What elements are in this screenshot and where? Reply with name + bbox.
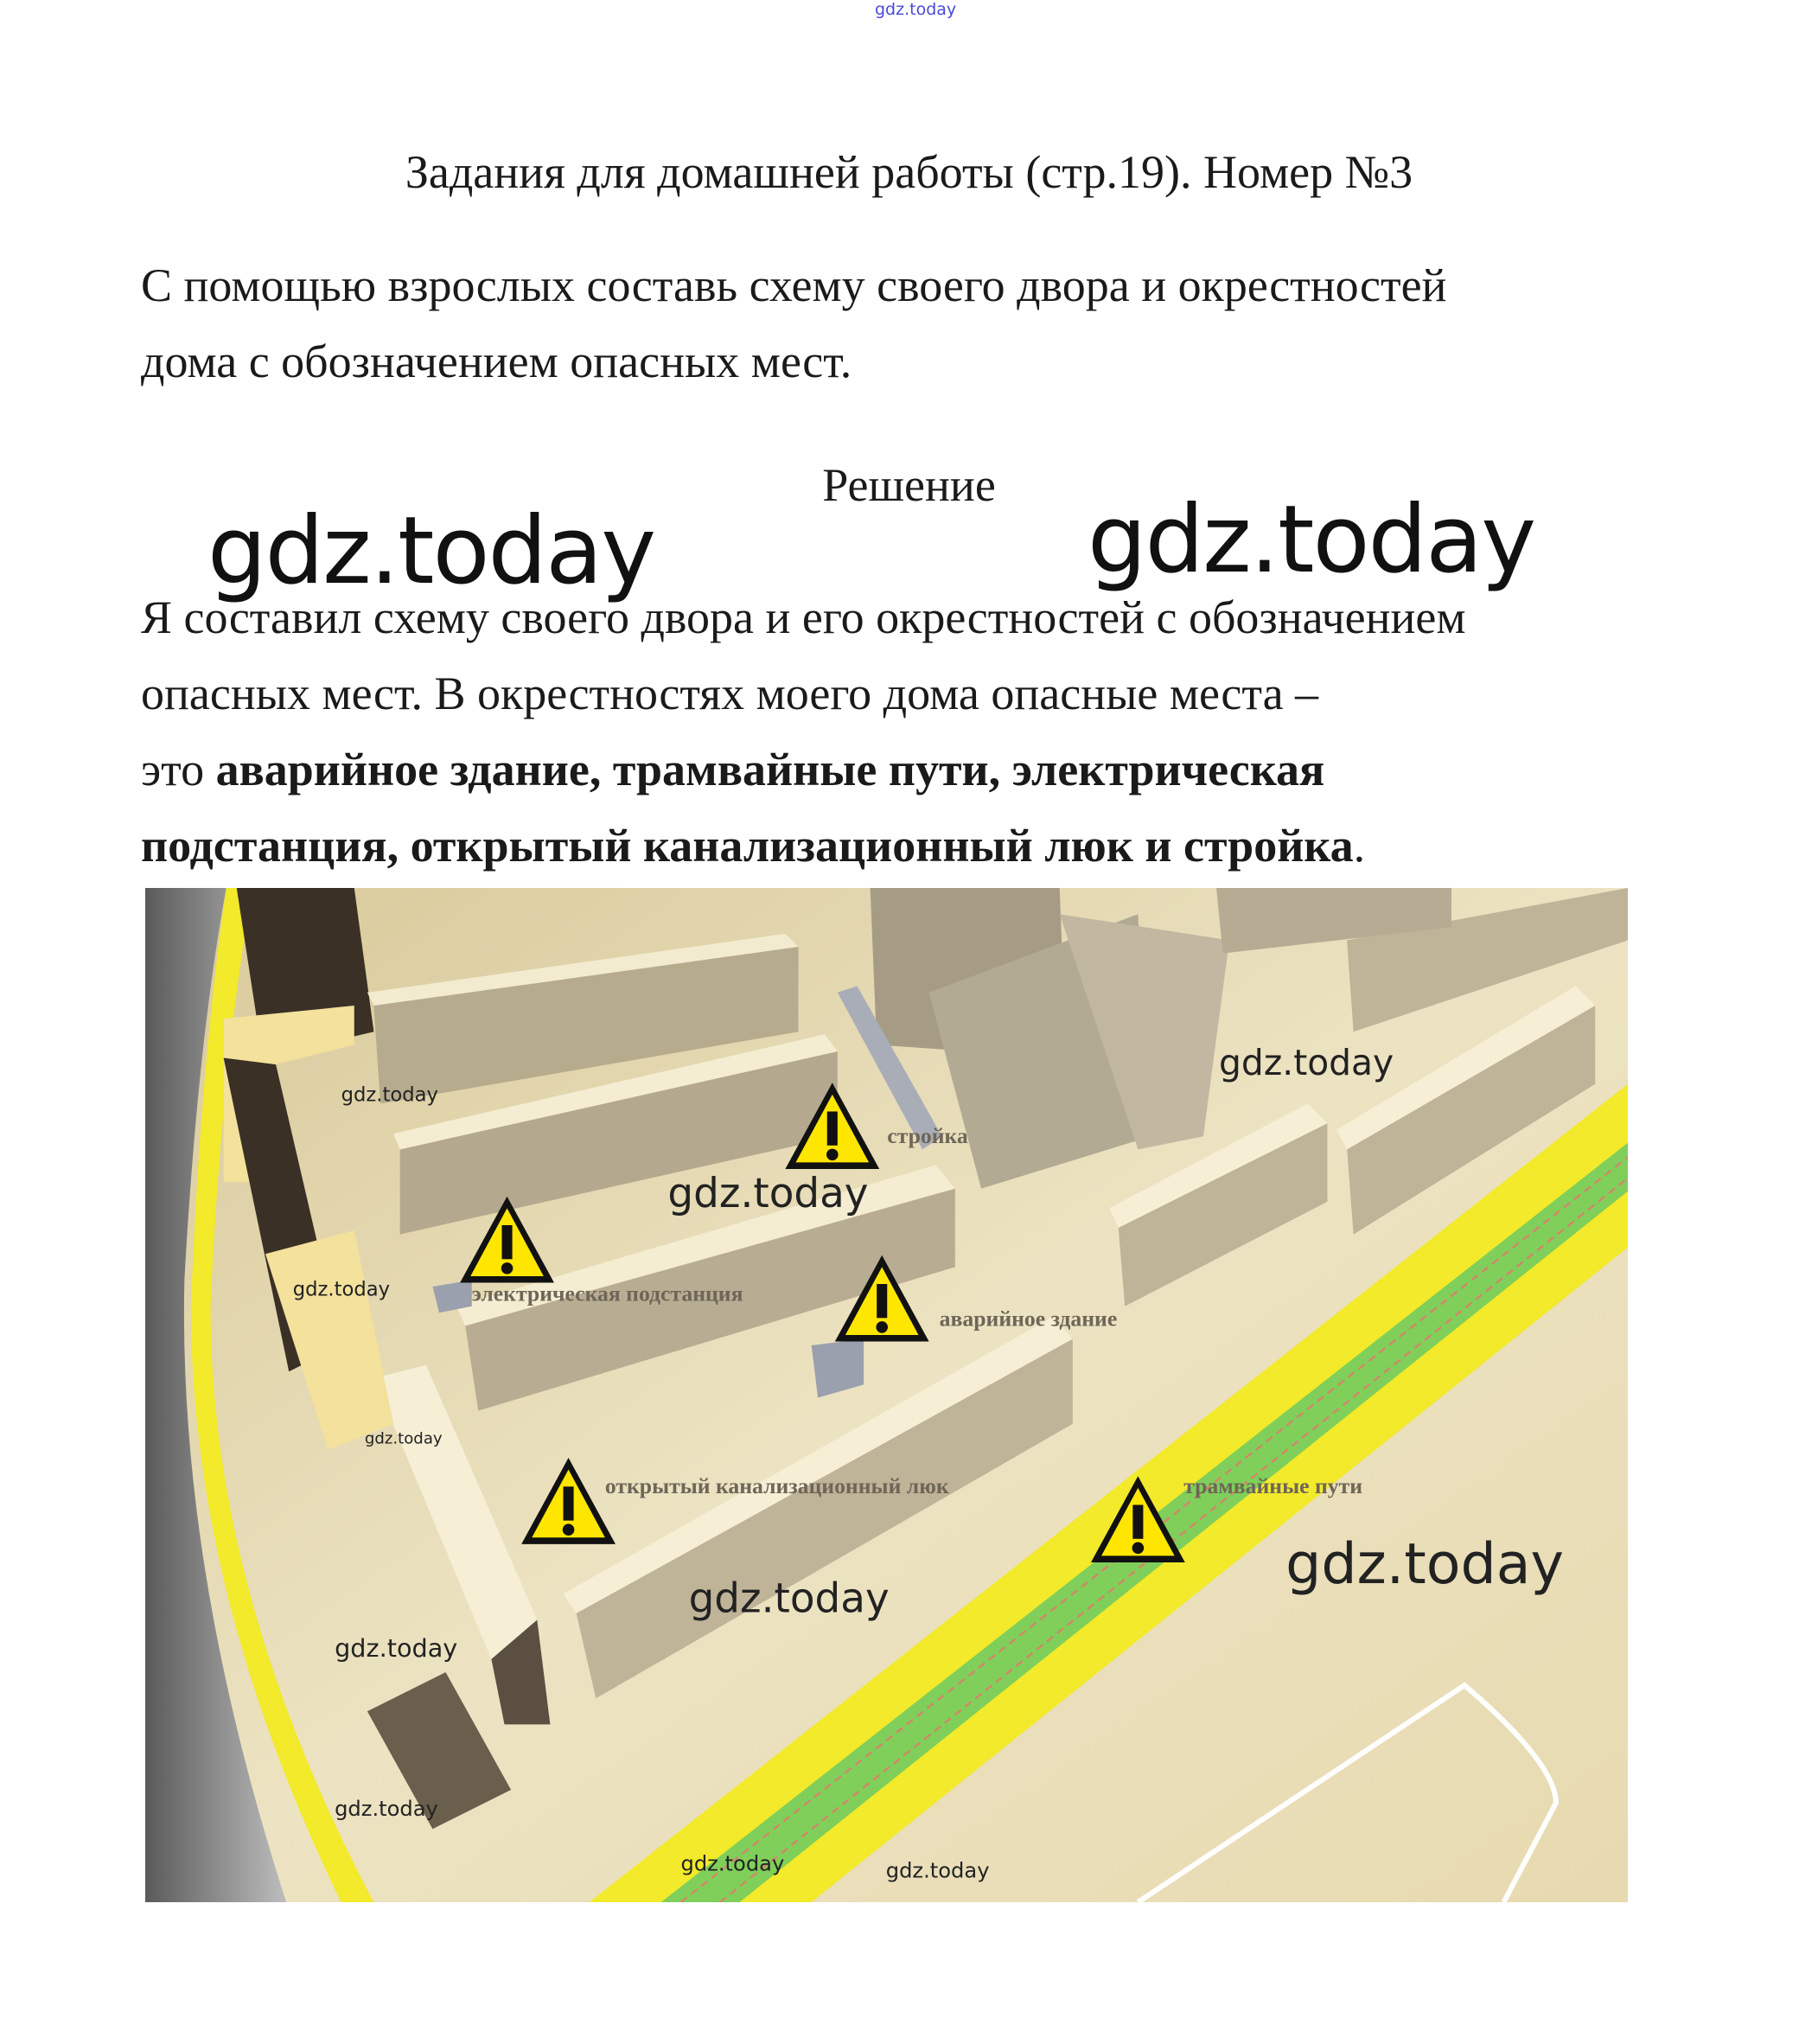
solution-heading: Решение	[822, 459, 996, 511]
label-emergency-building: аварийное здание	[939, 1306, 1118, 1332]
watermark: gdz.today	[1088, 486, 1535, 594]
answer-line: Я составил схему своего двора и его окрестностей с обозначением	[141, 591, 1466, 643]
label-open-manhole: открытый канализационный люк	[604, 1472, 949, 1498]
task-line: дома с обозначением опасных мест.	[141, 335, 852, 387]
watermark: gdz.today	[207, 497, 655, 605]
watermark: gdz.today	[335, 1632, 458, 1663]
yard-map	[145, 888, 1628, 1902]
page-title: Задания для домашней работы (стр.19). Номер №3	[405, 146, 1413, 198]
answer-text-normal: .	[1353, 820, 1366, 872]
watermark: gdz.today	[292, 1278, 391, 1301]
watermark: gdz.today	[364, 1429, 443, 1448]
watermark-top: gdz.today	[875, 0, 957, 19]
watermark: gdz.today	[667, 1170, 869, 1217]
label-substation: электрическая подстанция	[471, 1281, 743, 1306]
answer-text-bold: подстанция, открытый канализационный люк и стройка	[141, 820, 1354, 872]
watermark: gdz.today	[335, 1797, 438, 1822]
answer-line	[141, 808, 1466, 884]
watermark: gdz.today	[688, 1575, 890, 1623]
watermark: gdz.today	[1285, 1532, 1565, 1598]
watermark: gdz.today	[1219, 1042, 1394, 1084]
answer-line	[141, 731, 1466, 808]
label-construction: стройка	[887, 1122, 968, 1148]
task-text	[141, 247, 1446, 399]
answer-text-bold: аварийное здание, трамвайные пути, электрическая	[215, 744, 1325, 795]
answer-text	[141, 579, 1466, 884]
watermark: gdz.today	[680, 1851, 785, 1876]
watermark: gdz.today	[341, 1083, 438, 1107]
watermark: gdz.today	[885, 1858, 990, 1883]
answer-line: опасных мест. В окрестностях моего дома опасные места –	[141, 667, 1319, 719]
label-tram-tracks: трамвайные пути	[1183, 1472, 1363, 1498]
answer-text-normal: это	[141, 744, 216, 795]
task-line: С помощью взрослых составь схему своего двора и окрестностей	[141, 259, 1447, 311]
